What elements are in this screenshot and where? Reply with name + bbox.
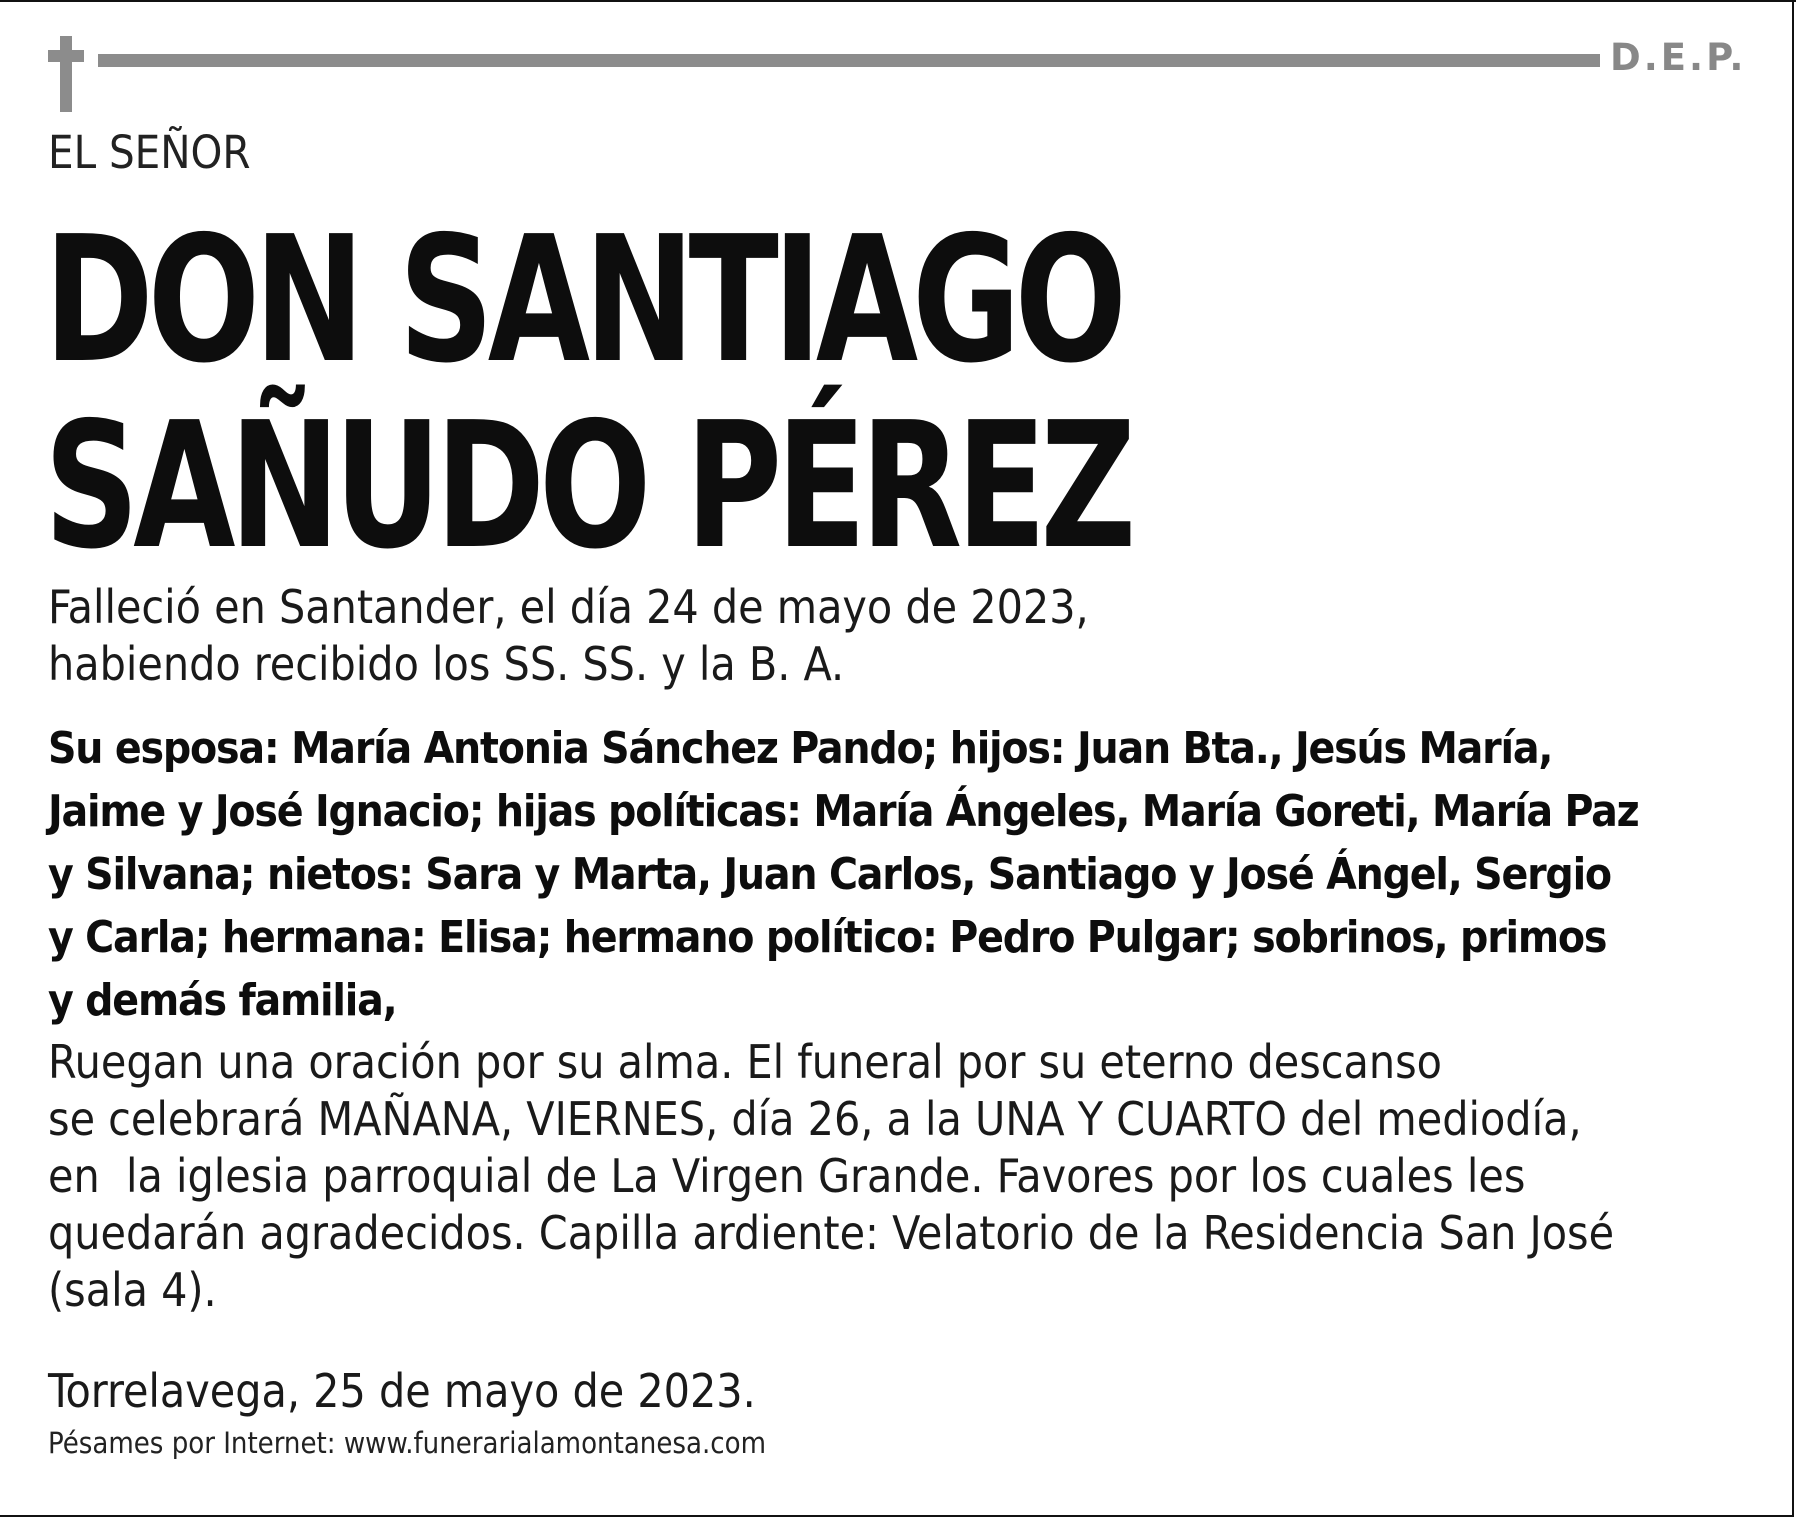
latin-cross-icon <box>48 36 84 112</box>
family-line: y demás familia, <box>48 975 397 1026</box>
deceased-name-line-2: SAÑUDO PÉREZ <box>44 385 1131 588</box>
death-notice <box>48 579 1758 693</box>
family-line: Su esposa: María Antonia Sánchez Pando; hijos: Juan Bta., Jesús María, <box>48 723 1553 774</box>
death-notice-line: Falleció en Santander, el día 24 de mayo de 2023, <box>48 580 1089 634</box>
family-line: y Silvana; nietos: Sara y Marta, Juan Carlos, Santiago y José Ángel, Sergio <box>48 849 1611 900</box>
honorific: EL SEÑOR <box>48 126 251 179</box>
death-notice-line: habiendo recibido los SS. SS. y la B. A. <box>48 637 845 691</box>
funeral-line: Ruegan una oración por su alma. El funeral por su eterno descanso <box>48 1035 1442 1089</box>
funeral-details <box>48 1034 1758 1319</box>
funeral-line: en la iglesia parroquial de La Virgen Grande. Favores por los cuales les <box>48 1149 1526 1203</box>
funeral-line: se celebrará MAÑANA, VIERNES, día 26, a la UNA Y CUARTO del mediodía, <box>48 1092 1582 1146</box>
condolences-website: Pésames por Internet: www.funerarialamontanesa.com <box>48 1426 766 1460</box>
place-and-date: Torrelavega, 25 de mayo de 2023. <box>48 1364 756 1418</box>
family-line: Jaime y José Ignacio; hijas políticas: María Ángeles, María Goreti, María Paz <box>48 786 1639 837</box>
family-list <box>48 717 1758 1032</box>
family-line: y Carla; hermana: Elisa; hermano político: Pedro Pulgar; sobrinos, primos <box>48 912 1607 963</box>
dep-label: D.E.P. <box>1610 36 1747 79</box>
header-rule <box>98 54 1600 67</box>
funeral-line: (sala 4). <box>48 1263 217 1317</box>
deceased-name-line-1: DON SANTIAGO <box>44 199 1121 402</box>
funeral-line: quedarán agradecidos. Capilla ardiente: Velatorio de la Residencia San José <box>48 1206 1615 1260</box>
